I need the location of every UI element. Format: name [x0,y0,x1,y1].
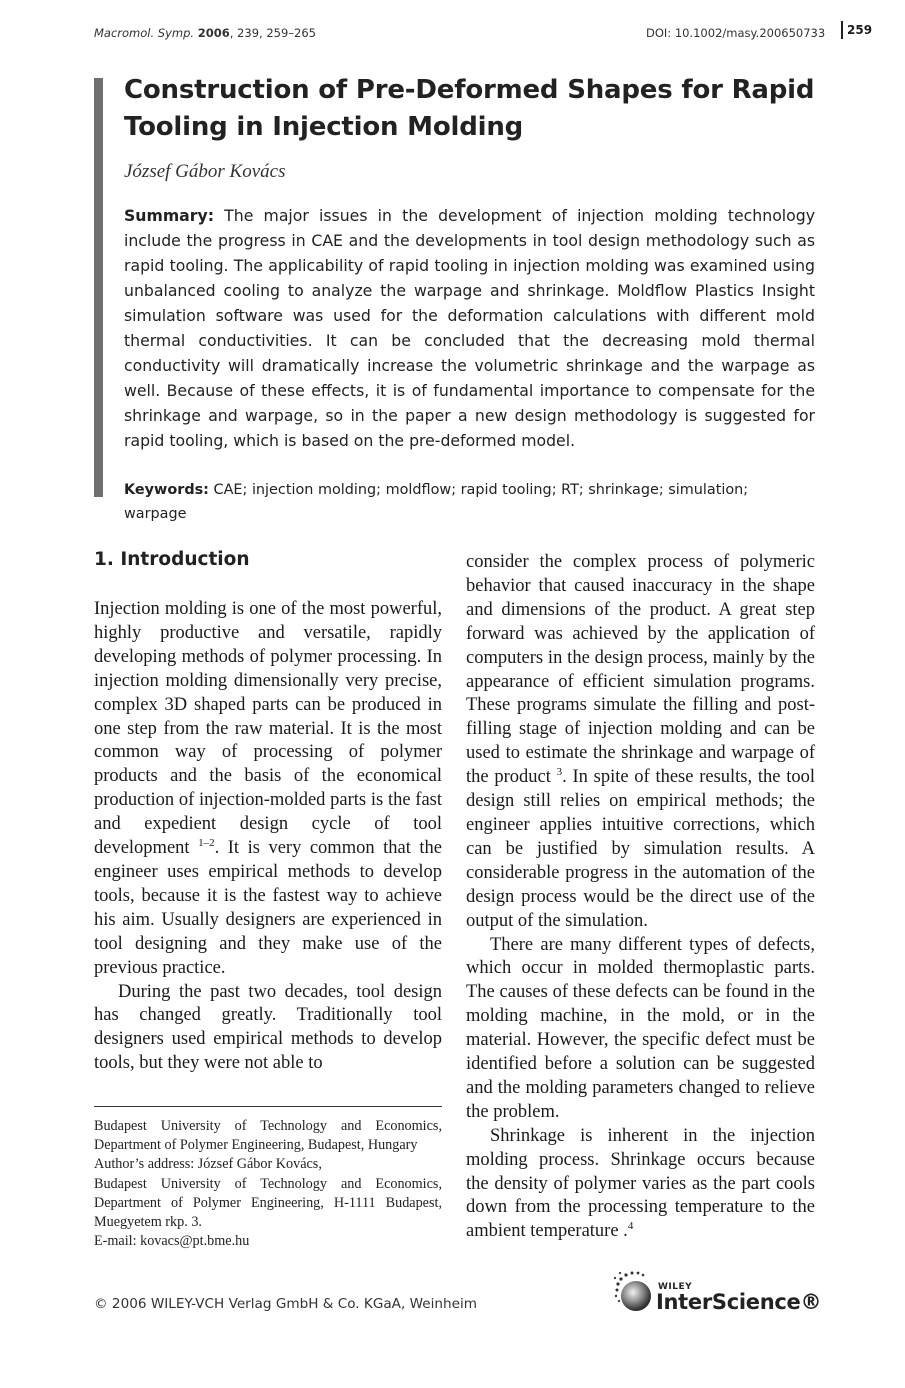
reference-superscript[interactable]: 4 [627,1220,634,1233]
summary-label: Summary: [124,206,214,225]
keywords-text: CAE; injection molding; moldflow; rapid tooling; RT; shrinkage; simulation; warpage [124,482,749,522]
logo-wiley-text: WILEY [658,1282,693,1292]
interscience-logo[interactable] [612,1268,822,1314]
journal-citation: , 239, 259–265 [229,26,316,40]
right-column [466,551,815,1244]
copyright: © 2006 WILEY-VCH Verlag GmbH & Co. KGaA, Weinheim [94,1296,478,1312]
paragraph: There are many different types of defects, which occur in molded thermoplastic parts. The causes of these defects can be found in the molding machine, in the mold, or in the material. However, the specific defect must be identified before a solution can be suggested and the molding parameters changed to relieve the problem. [466,934,815,1122]
section-heading-introduction: 1. Introduction [94,549,250,570]
paragraph-text: Shrinkage is inherent in the injection molding process. Shrinkage occurs because the density of polymer varies as the part cools down from the processing temperature to the ambient temperature . [466,1125,815,1242]
paragraph-text: . It is very common that the engineer uses empirical methods to develop tools, because it is the fastest way to achieve his aim. Usually designers are experienced in tool designing and they make use of the previous practice. [94,838,442,978]
summary-text: The major issues in the development of injection molding technology include the progress in CAE and the developments in tool design methodology such as rapid tooling. The applicability of rapid tooling in injection molding was examined using unbalanced cooling to analyze the warpage and shrinkage. Moldflow Plastics Insight simulation software was used for the deformation calculations with different mold thermal conductivities. It can be concluded that the decreasing mold thermal conductivity will dramatically increase the volumetric shrinkage and the warpage as well. Because of these effects, it is of fundamental importance to compensate for the shrinkage and warpage, so in the paper a new design methodology is suggested for rapid tooling, which is based on the pre-deformed model. [124,206,815,450]
footnote-divider [94,1106,442,1107]
footnotes [94,1117,442,1251]
globe-icon [612,1270,656,1314]
journal-name: Macromol. Symp. [94,26,195,40]
summary [124,203,815,453]
logo-interscience-text: InterScience® [656,1290,822,1314]
page-number: 259 [841,21,872,39]
paragraph-text: Injection molding is one of the most powerful, highly productive and versatile, rapidly developing methods of polymer processing. In injection molding dimensionally very precise, complex 3D shaped parts can be produced in one step from the raw material. It is the most common way of processing of polymer products and the basis of the economical production of injection-molded parts is the fast and expedient design cycle of tool development [94,599,442,859]
keywords [124,478,815,526]
paragraph [94,598,442,981]
left-column [94,598,442,1076]
paragraph: During the past two decades, tool design has changed greatly. Traditionally tool designers used empirical methods to develop tools, but they were not able to [94,981,442,1074]
journal-year: 2006 [197,26,230,40]
running-head [94,26,316,40]
footnote-address: Budapest University of Technology and Economics, Department of Polymer Engineering, H-1111 Budapest, Muegyetem rkp. 3. [94,1175,442,1231]
reference-superscript[interactable]: 1–2 [198,837,215,850]
article-title: Construction of Pre-Deformed Shapes for Rapid Tooling in Injection Molding [124,75,815,142]
paragraph [466,551,815,934]
footnote-email[interactable]: E-mail: kovacs@pt.bme.hu [94,1233,250,1250]
paragraph-text: consider the complex process of polymeric behavior that caused inaccuracy in the shape and dimensions of the product. A great step forward was achieved by the application of computers in the design process, mainly by the appearance of efficient simulation programs. These programs simulate the filling and post-filling stage of injection molding and can be used to estimate the shrinkage and warpage of the product [466,552,815,788]
paragraph-text: . In spite of these results, the tool design still relies on empirical methods; the engineer applies intuitive corrections, which can be justified by simulation results. A considerable progress in the automation of the design process would be the direct use of the output of the simulation. [466,767,815,931]
doi[interactable]: DOI: 10.1002/masy.200650733 [646,26,826,40]
footnote-author-address: Author’s address: József Gábor Kovács, [94,1156,322,1173]
paragraph [466,1125,815,1245]
abstract-side-bar [94,78,103,497]
author-name: József Gábor Kovács [124,161,286,182]
reference-superscript[interactable]: 3 [556,766,563,779]
keywords-label: Keywords: [124,482,209,498]
footnote-affiliation: Budapest University of Technology and Economics, Department of Polymer Engineering, Budapest, Hungary [94,1118,442,1154]
